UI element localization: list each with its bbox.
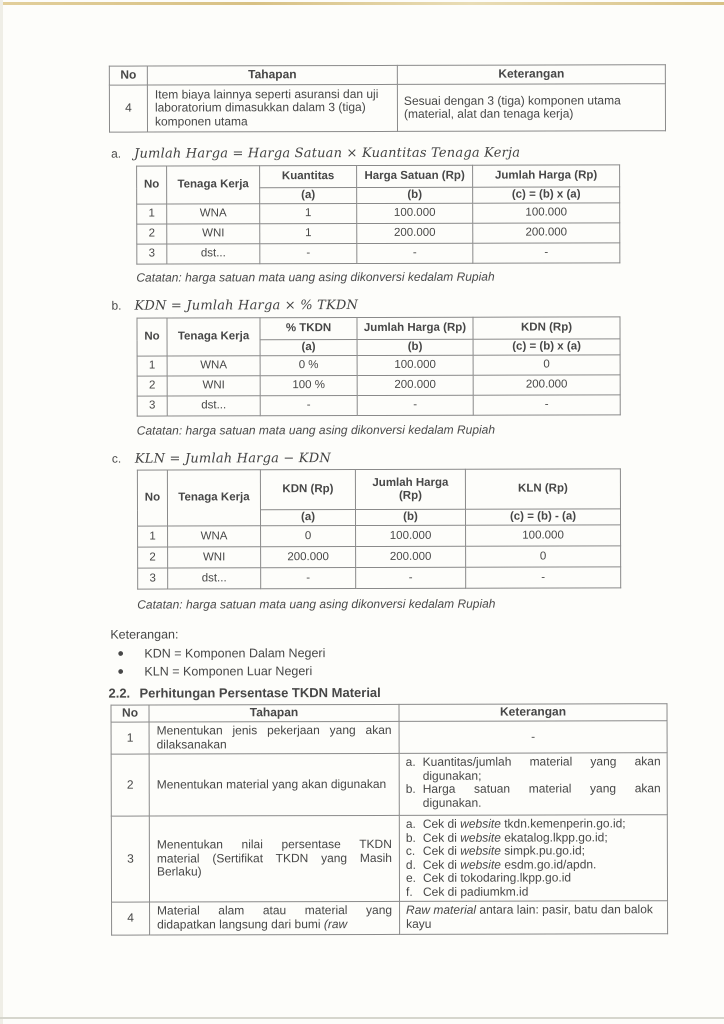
- note-b: Catatan: harga satuan mata uang asing dikonversi kedalam Rupiah: [136, 422, 496, 438]
- cell-keterangan: [399, 815, 667, 902]
- cell-keterangan: -: [399, 721, 667, 754]
- cell-tahapan: Material alam atau material yang didapatkan langsung dari bumi (raw: [150, 901, 400, 935]
- legend-item: [110, 644, 325, 663]
- list-item: b. Harga satuan material yang akan digunakan.: [405, 781, 661, 810]
- cell-c: 100.000: [473, 203, 620, 223]
- col-header-no: No: [111, 705, 149, 722]
- legend-block: [110, 625, 325, 681]
- cell-worker: WNI: [167, 376, 260, 396]
- col-header-tenaga-kerja: Tenaga Kerja: [167, 318, 260, 356]
- cell-c: 200.000: [473, 223, 620, 243]
- cell-no: 2: [137, 224, 167, 244]
- cell-no: 2: [111, 754, 149, 816]
- col-header-jumlah-harga: Jumlah Harga (Rp): [357, 317, 473, 339]
- col-header-jumlah-harga: Jumlah Harga (Rp): [473, 165, 620, 187]
- cell-b: -: [357, 243, 473, 263]
- list-item: a. Cek di website tkdn.kemenperin.go.id;: [405, 816, 626, 831]
- col-header-tkdn: % TKDN: [260, 318, 357, 340]
- table-header-row: [109, 65, 665, 85]
- col-header-no: No: [109, 66, 147, 85]
- list-item: a. Kuantitas/jumlah material yang akan digunakan;: [405, 754, 661, 783]
- cell-a: -: [260, 244, 357, 264]
- cell-tahapan: Menentukan jenis pekerjaan yang akan dilaksanakan: [149, 721, 399, 754]
- col-header-kdn: KDN (Rp): [473, 317, 620, 339]
- list-item: e. Cek di tokodaring.lkpp.go.id: [405, 870, 572, 885]
- cell-c: 200.000: [473, 375, 620, 395]
- cell-no: 2: [138, 547, 168, 568]
- worker-table-c: [137, 468, 621, 589]
- cell-worker: WNA: [167, 356, 260, 376]
- table-header-row: [137, 317, 620, 340]
- col-header-harga-satuan: Harga Satuan (Rp): [357, 165, 473, 187]
- cell-b: -: [357, 395, 473, 415]
- legend-item-text: KLN = Komponen Luar Negeri: [144, 664, 313, 679]
- cell-tahapan: Item biaya lainnya seperti asuransi dan uji laboratorium dimasukkan dalam 3 (tiga) komponen utama: [147, 84, 397, 132]
- formula-c: [112, 451, 331, 467]
- table-row: [111, 815, 667, 902]
- cell-a: 0 %: [260, 356, 357, 376]
- list-item: c. Cek di website simpk.pu.go.id;: [405, 843, 585, 858]
- list-item: d. Cek di website esdm.go.id/apdn.: [405, 856, 597, 872]
- table-row: [137, 375, 620, 396]
- subcol-a: (a): [260, 340, 357, 356]
- table-row: [137, 395, 620, 416]
- subcol-c: (c) = (b) x (a): [473, 187, 620, 203]
- col-header-kdn: KDN (Rp): [260, 470, 355, 510]
- cell-a: -: [261, 568, 356, 589]
- cell-c: 100.000: [466, 525, 621, 546]
- col-header-jumlah-harga: Jumlah Harga (Rp): [355, 469, 465, 509]
- table-row: [111, 753, 667, 816]
- col-header-keterangan: Keterangan: [397, 65, 665, 85]
- cell-no: 3: [137, 244, 167, 264]
- table-row: [138, 525, 621, 547]
- formula-b: [111, 298, 358, 314]
- cell-no: 3: [138, 568, 168, 589]
- cell-no: 3: [111, 816, 149, 902]
- section-number: 2.2.: [108, 685, 131, 701]
- section-title: Perhitungan Persentase TKDN Material: [139, 684, 381, 701]
- table-row: [137, 223, 620, 244]
- cell-b: 100.000: [357, 355, 473, 375]
- subcol-b: (b): [355, 509, 465, 525]
- cell-a: 0: [261, 526, 356, 547]
- cell-no: 4: [109, 85, 147, 132]
- table-row: [109, 84, 665, 132]
- tahapan-table-top: [109, 64, 666, 132]
- table-row: [111, 721, 667, 754]
- table-row: [137, 243, 620, 264]
- table-header-row: [111, 704, 667, 722]
- col-header-kln: KLN (Rp): [465, 469, 620, 509]
- col-header-tenaga-kerja: Tenaga Kerja: [167, 166, 260, 204]
- formula-a-label: a.: [111, 146, 122, 161]
- cell-a: 100 %: [260, 376, 357, 396]
- cell-worker: WNA: [168, 526, 261, 547]
- legend-item: [110, 662, 325, 681]
- cell-a: 1: [260, 204, 357, 224]
- cell-no: 2: [137, 376, 167, 396]
- list-item: f. Cek di padiumkm.id: [405, 884, 529, 899]
- col-header-tahapan: Tahapan: [147, 65, 397, 85]
- cell-no: 4: [112, 902, 150, 935]
- cell-a: 200.000: [261, 547, 356, 568]
- cell-b: 100.000: [357, 203, 473, 223]
- worker-table-a: [136, 164, 620, 264]
- formula-c-label: c.: [111, 451, 122, 466]
- cell-b: 200.000: [357, 223, 473, 243]
- cell-c: 0: [466, 546, 621, 567]
- cell-worker: dst...: [167, 396, 260, 416]
- table-row: [138, 546, 621, 568]
- formula-b-text: KDN = Jumlah Harga × % TKDN: [134, 298, 359, 314]
- section-heading: [108, 685, 380, 701]
- bullet-icon: ●: [117, 647, 125, 660]
- cell-b: 100.000: [356, 525, 466, 546]
- cell-c: 0: [473, 355, 620, 375]
- col-header-kuantitas: Kuantitas: [260, 166, 357, 188]
- bullet-icon: ●: [117, 665, 125, 678]
- col-header-keterangan: Keterangan: [399, 704, 667, 722]
- col-header-no: No: [137, 470, 167, 526]
- subcol-c: (c) = (b) x (a): [473, 339, 620, 355]
- cell-worker: WNI: [167, 224, 260, 244]
- cell-b: 200.000: [356, 546, 466, 567]
- cell-no: 3: [137, 396, 167, 416]
- cell-tahapan: Menentukan nilai persentase TKDN material (Sertifikat TKDN yang Masih Berlaku): [149, 815, 399, 902]
- cell-c: -: [473, 395, 620, 415]
- table-row: [138, 567, 621, 589]
- cell-keterangan: [399, 753, 667, 816]
- list-item: b. Cek di website ekatalog.lkpp.go.id;: [405, 829, 608, 845]
- subcol-b: (b): [357, 187, 473, 203]
- tahapan-table-bottom: [111, 703, 669, 935]
- cell-b: -: [356, 567, 466, 588]
- cell-b: 200.000: [357, 375, 473, 395]
- note-a: Catatan: harga satuan mata uang asing dikonversi kedalam Rupiah: [136, 269, 495, 285]
- worker-table-b: [136, 316, 620, 416]
- note-c: Catatan: harga satuan mata uang asing dikonversi kedalam Rupiah: [137, 596, 496, 612]
- subcol-a: (a): [260, 510, 355, 526]
- table-header-row: [137, 165, 620, 188]
- table-row: [137, 355, 620, 376]
- col-header-tahapan: Tahapan: [149, 704, 399, 722]
- formula-b-label: b.: [111, 298, 122, 313]
- cell-a: -: [260, 396, 357, 416]
- cell-no: 1: [137, 204, 167, 224]
- cell-no: 1: [137, 356, 167, 376]
- col-header-no: No: [137, 318, 167, 356]
- subcol-a: (a): [260, 188, 357, 204]
- cell-worker: WNI: [168, 547, 261, 568]
- formula-a-text: Jumlah Harga = Harga Satuan × Kuantitas Tenaga Kerja: [134, 145, 521, 162]
- cell-no: 1: [111, 722, 149, 754]
- subcol-c: (c) = (b) - (a): [465, 509, 620, 525]
- table-row: [137, 203, 620, 224]
- cell-c: -: [473, 243, 620, 263]
- col-header-no: No: [137, 166, 167, 204]
- cell-keterangan: Sesuai dengan 3 (tiga) komponen utama (material, alat dan tenaga kerja): [397, 84, 665, 132]
- cell-tahapan: Menentukan material yang akan digunakan: [149, 753, 399, 816]
- cell-worker: dst...: [168, 568, 261, 589]
- cell-a: 1: [260, 224, 357, 244]
- col-header-tenaga-kerja: Tenaga Kerja: [167, 470, 260, 526]
- subcol-b: (b): [357, 339, 473, 355]
- cell-keterangan: Raw material antara lain: pasir, batu dan balok kayu: [400, 901, 668, 935]
- table-row: [112, 901, 668, 935]
- cell-no: 1: [138, 526, 168, 547]
- table-header-row: [137, 469, 620, 510]
- formula-c-text: KLN = Jumlah Harga − KDN: [134, 451, 331, 467]
- legend-title: Keterangan:: [110, 627, 179, 642]
- cell-worker: dst...: [167, 244, 260, 264]
- cell-c: -: [466, 567, 621, 588]
- formula-a: [111, 146, 520, 162]
- legend-item-text: KDN = Komponen Dalam Negeri: [144, 645, 326, 661]
- cell-worker: WNA: [167, 204, 260, 224]
